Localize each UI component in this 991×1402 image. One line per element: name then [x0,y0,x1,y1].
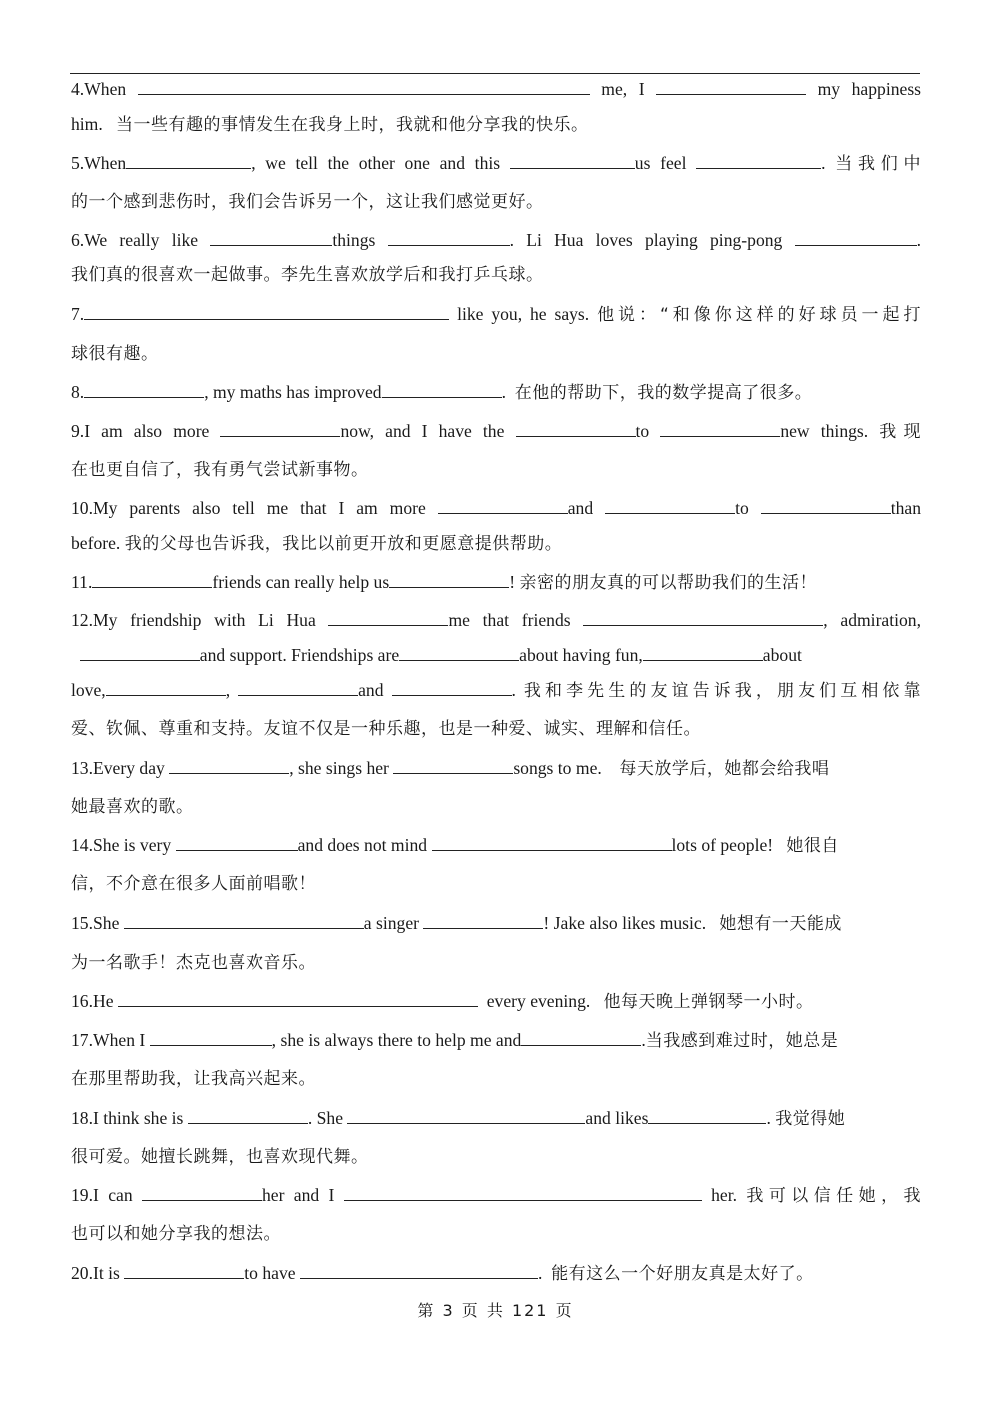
answer-blank[interactable] [795,229,917,246]
answer-blank[interactable] [347,1107,585,1124]
page-number: 第 3 页 共 121 页 [417,1301,574,1320]
top-rule [70,73,920,74]
answer-blank[interactable] [516,420,636,437]
item-7-line-2: 球很有趣。 [71,344,159,364]
answer-blank[interactable] [344,1184,702,1201]
answer-blank[interactable] [124,912,364,929]
answer-blank[interactable] [106,679,226,696]
item-13-line-1: 13.Every day , she sings her songs to me. 每天放学后，她都会给我唱 [71,758,830,779]
answer-blank[interactable] [188,1107,308,1124]
answer-blank[interactable] [92,571,212,588]
answer-blank[interactable] [142,1184,262,1201]
item-5-line-2: 的一个感到悲伤时，我们会告诉另一个，这让我们感觉更好。 [71,192,544,212]
item-9-line-1: 9.I am also more now, and I have the to new things. 我现 [71,421,921,442]
answer-blank[interactable] [510,152,635,169]
answer-blank[interactable] [176,834,298,851]
answer-blank[interactable] [393,757,513,774]
answer-blank[interactable] [238,679,358,696]
item-12-line-3: love, , and . 我和李先生的友谊告诉我，朋友们互相依靠 [71,680,921,701]
answer-blank[interactable] [643,644,763,661]
item-19-line-1: 19.I can her and I her. 我可以信任她，我 [71,1185,921,1206]
item-14-line-1: 14.She is very and does not mind lots of people! 她很自 [71,835,839,856]
item-18-line-2: 很可爱。她擅长跳舞，也喜欢现代舞。 [71,1147,369,1167]
answer-blank[interactable] [169,757,289,774]
answer-blank[interactable] [696,152,821,169]
answer-blank[interactable] [300,1262,538,1279]
item-7-line-1: 7. like you, he says. 他说：“和像你这样的好球员一起打 [71,304,921,325]
answer-blank[interactable] [118,990,478,1007]
item-6-line-2: 我们真的很喜欢一起做事。李先生喜欢放学后和我打乒乓球。 [71,265,544,285]
answer-blank[interactable] [220,420,340,437]
answer-blank[interactable] [150,1029,272,1046]
item-15-line-1: 15.She a singer ! Jake also likes music. 她想有一天能成 [71,913,842,934]
item-10-line-2: before. 我的父母也告诉我，我比以前更开放和更愿意提供帮助。 [71,533,563,554]
item-6-line-1: 6.We really like things . Li Hua loves playing ping-pong . [71,230,921,250]
answer-blank[interactable] [388,229,510,246]
item-10-line-1: 10.My parents also tell me that I am more and to than [71,498,921,518]
answer-blank[interactable] [399,644,519,661]
answer-blank[interactable] [605,497,735,514]
answer-blank[interactable] [660,420,780,437]
answer-blank[interactable] [648,1107,766,1124]
item-16-line-1: 16.He every evening. 他每天晚上弹钢琴一小时。 [71,991,814,1012]
answer-blank[interactable] [521,1029,641,1046]
answer-blank[interactable] [126,152,251,169]
item-12-line-2: and support. Friendships are about having fun, about [71,642,921,668]
item-15-line-2: 为一名歌手！杰克也喜欢音乐。 [71,953,316,973]
answer-blank[interactable] [423,912,543,929]
answer-blank[interactable] [138,78,590,95]
item-11-line-1: 11. friends can really help us ! 亲密的朋友真的可以帮助我们的生活！ [71,572,817,593]
item-14-line-2: 信，不介意在很多人面前唱歌！ [71,874,316,894]
item-17-line-2: 在那里帮助我，让我高兴起来。 [71,1069,316,1089]
answer-blank[interactable] [328,609,448,626]
item-20-line-1: 20.It is to have . 能有这么一个好朋友真是太好了。 [71,1263,814,1284]
item-17-line-1: 17.When I , she is always there to help me and .当我感到难过时，她总是 [71,1030,839,1051]
answer-blank[interactable] [382,381,502,398]
answer-blank[interactable] [438,497,568,514]
answer-blank[interactable] [432,834,672,851]
answer-blank[interactable] [656,78,806,95]
answer-blank[interactable] [124,1262,244,1279]
answer-blank[interactable] [583,609,823,626]
answer-blank[interactable] [84,381,204,398]
item-4-line-2: him. 当一些有趣的事情发生在我身上时，我就和他分享我的快乐。 [71,114,589,135]
answer-blank[interactable] [761,497,891,514]
answer-blank[interactable] [84,303,449,320]
item-5-line-1: 5.When , we tell the other one and this us feel . 当我们中 [71,153,921,174]
item-13-line-2: 她最喜欢的歌。 [71,797,194,817]
item-9-line-2: 在也更自信了，我有勇气尝试新事物。 [71,460,369,480]
answer-blank[interactable] [210,229,332,246]
item-12-line-1: 12.My friendship with Li Hua me that friends , admiration, [71,610,921,630]
item-12-line-4: 爱、钦佩、尊重和支持。友谊不仅是一种乐趣，也是一种爱、诚实、理解和信任。 [71,719,701,739]
answer-blank[interactable] [80,644,200,661]
item-19-line-2: 也可以和她分享我的想法。 [71,1224,281,1244]
item-4-line-1: 4.When me, I my happiness [71,79,921,99]
answer-blank[interactable] [392,679,512,696]
answer-blank[interactable] [389,571,509,588]
item-18-line-1: 18.I think she is . She and likes . 我觉得她 [71,1108,846,1129]
item-8-line-1: 8. , my maths has improved . 在他的帮助下，我的数学提高了很多。 [71,382,813,403]
